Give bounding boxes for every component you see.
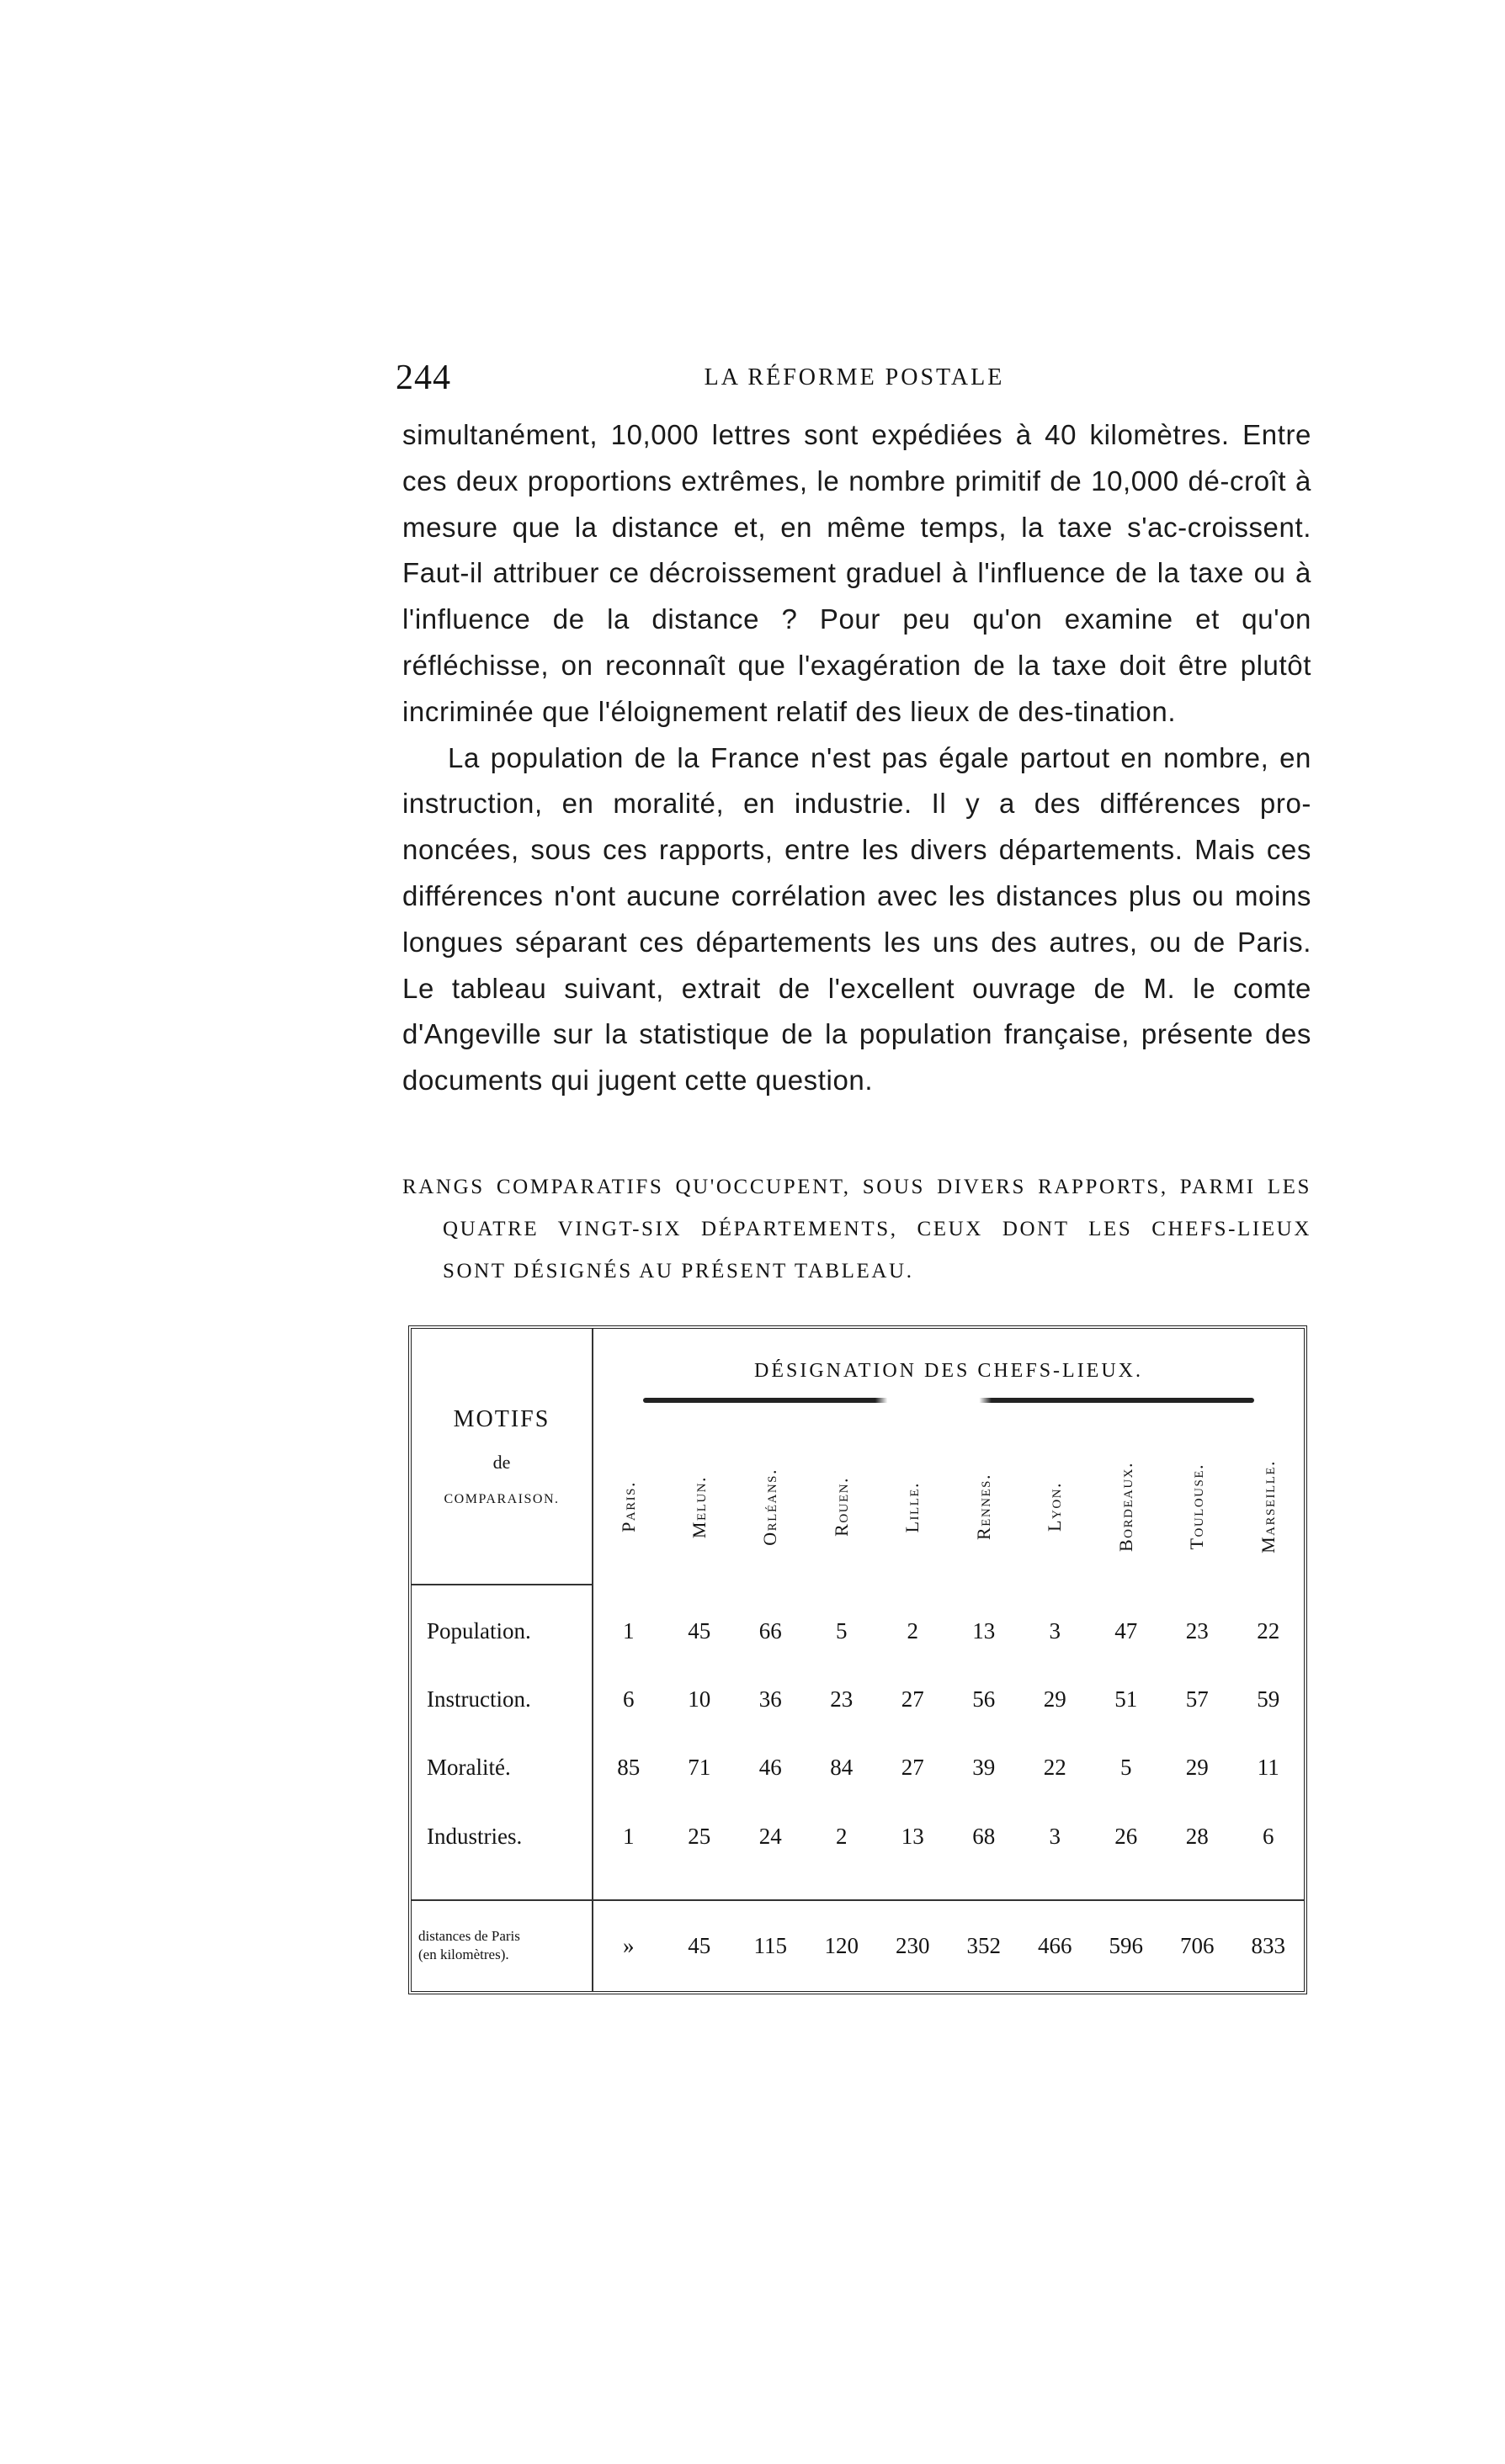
separator-label	[412, 1871, 593, 1900]
city-name: Marseille.	[1257, 1460, 1279, 1554]
spacer-cell	[664, 1585, 736, 1597]
row-label: Instruction.	[412, 1665, 593, 1734]
distance-cell: 706	[1180, 1932, 1215, 1958]
table-cell: 5	[836, 1618, 848, 1644]
table-cell: 5	[1120, 1755, 1132, 1781]
city-header-paris	[593, 1433, 664, 1585]
table-cell: 11	[1257, 1755, 1279, 1781]
group-header-rule	[643, 1398, 1254, 1403]
city-name: Toulouse.	[1186, 1463, 1208, 1550]
city-header-toulouse	[1162, 1433, 1233, 1585]
row-label: Moralité.	[412, 1734, 593, 1802]
group-header	[593, 1329, 1304, 1433]
distance-row	[412, 1900, 1304, 1991]
separator-cell	[1162, 1871, 1233, 1900]
separator-cell	[1091, 1871, 1162, 1900]
motif-header	[412, 1329, 593, 1585]
city-name: Lille.	[901, 1481, 923, 1532]
distance-cell: 596	[1109, 1932, 1143, 1958]
table-row	[412, 1734, 1304, 1802]
city-header-melun	[664, 1433, 736, 1585]
table-cell: 13	[972, 1618, 996, 1644]
city-name: Paris.	[617, 1481, 639, 1533]
spacer-cell	[877, 1585, 949, 1597]
ranks-table-grid	[412, 1329, 1304, 1991]
page-number: 244	[396, 358, 451, 397]
table-cell: 46	[758, 1755, 782, 1781]
table-cell: 6	[1263, 1823, 1274, 1849]
motif-title: MOTIFS	[453, 1405, 550, 1432]
separator-row	[412, 1871, 1304, 1900]
table-cell: 3	[1049, 1823, 1061, 1849]
city-name: Rouen.	[830, 1477, 852, 1537]
table-cell: 25	[688, 1823, 711, 1849]
table-cell: 2	[907, 1618, 918, 1644]
table-cell: 45	[688, 1618, 711, 1644]
distance-cell: 466	[1038, 1932, 1072, 1958]
table-cell: 22	[1043, 1755, 1066, 1781]
table-cell: 47	[1114, 1618, 1138, 1644]
spacer-cell	[1162, 1585, 1233, 1597]
table-cell: 10	[688, 1686, 711, 1713]
city-name: Orléans.	[759, 1468, 781, 1546]
table-cell: 13	[901, 1823, 924, 1849]
table-cell: 27	[901, 1755, 924, 1781]
table-cell: 51	[1114, 1686, 1138, 1713]
table-cell: 71	[688, 1755, 711, 1781]
distance-cell: 120	[824, 1932, 859, 1958]
city-name: Bordeaux.	[1114, 1462, 1136, 1553]
table-cell: 85	[617, 1755, 641, 1781]
table-cell: 1	[623, 1823, 635, 1849]
separator-cell	[1233, 1871, 1305, 1900]
city-header-orleans	[735, 1433, 806, 1585]
table-cell: 84	[830, 1755, 854, 1781]
spacer-label	[412, 1585, 593, 1597]
distance-cell: 115	[753, 1932, 787, 1958]
city-header-rouen	[806, 1433, 878, 1585]
separator-cell	[735, 1871, 806, 1900]
table-cell: 2	[836, 1823, 848, 1849]
city-name: Melun.	[688, 1475, 710, 1538]
city-name: Lyon.	[1044, 1482, 1066, 1532]
spacer-cell	[593, 1585, 664, 1597]
table-cell: 26	[1114, 1823, 1138, 1849]
table-cell: 66	[758, 1618, 782, 1644]
table-cell: 23	[1185, 1618, 1209, 1644]
city-header-rennes	[949, 1433, 1020, 1585]
distance-label-line1: distances de Paris	[418, 1928, 520, 1945]
table-row	[412, 1803, 1304, 1871]
table-cell: 22	[1257, 1618, 1280, 1644]
distance-cell: 833	[1251, 1932, 1286, 1958]
city-header-marseille	[1233, 1433, 1305, 1585]
city-header-bordeaux	[1091, 1433, 1162, 1585]
table-row	[412, 1597, 1304, 1665]
row-label: Population.	[412, 1597, 593, 1665]
city-header-lyon	[1019, 1433, 1091, 1585]
table-cell: 1	[623, 1618, 635, 1644]
motif-de: de	[492, 1451, 511, 1473]
spacer-cell	[949, 1585, 1020, 1597]
table-cell: 23	[830, 1686, 854, 1713]
separator-cell	[806, 1871, 878, 1900]
separator-cell	[593, 1871, 664, 1900]
distance-label-line2: (en kilomètres).	[418, 1946, 509, 1963]
spacer-cell	[1019, 1585, 1091, 1597]
paragraph-2: La population de la France n'est pas égale partout en nombre, en instruction, en moralité, en industrie. Il y a des différences pro-noncées, sous ces rapports, entre les divers départements. Mais ces différences n'ont aucune corrélation avec les distances plus ou moins longues séparant ces départements les uns des autres, ou de Paris. Le tableau suivant, extrait de l'excellent ouvrage de M. le comte d'Angeville sur la statistique de la population française, présente des documents qui jugent cette question.	[402, 741, 1311, 1097]
body-text	[402, 412, 1311, 1104]
distance-cell: 230	[896, 1932, 930, 1958]
group-header-label: DÉSIGNATION DES CHEFS-LIEUX.	[754, 1359, 1144, 1382]
table-cell: 28	[1185, 1823, 1209, 1849]
table-cell: 57	[1185, 1686, 1209, 1713]
separator-cell	[1019, 1871, 1091, 1900]
table-cell: 27	[901, 1686, 924, 1713]
spacer-cell	[806, 1585, 878, 1597]
row-label: Industries.	[412, 1803, 593, 1871]
distance-label	[412, 1900, 593, 1991]
table-cell: 39	[972, 1755, 996, 1781]
table-caption: RANGS COMPARATIFS QU'OCCUPENT, SOUS DIVERS RAPPORTS, PARMI LES QUATRE VINGT-SIX DÉPARTEMENTS, CEUX DONT LES CHEFS-LIEUX SONT DÉSIGNÉS AU PRÉSENT TABLEAU.	[402, 1176, 1311, 1282]
distance-cell: »	[623, 1932, 635, 1958]
table-row	[412, 1665, 1304, 1734]
spacer-cell	[1091, 1585, 1162, 1597]
distance-cell: 352	[966, 1932, 1001, 1958]
spacer-cell	[1233, 1585, 1305, 1597]
table-cell: 6	[623, 1686, 635, 1713]
paragraph-1: simultanément, 10,000 lettres sont expédiées à 40 kilomètres. Entre ces deux proportions extrêmes, le nombre primitif de 10,000 dé-croît à mesure que la distance et, en même temps, la taxe s'ac-croissent. Faut-il attribuer ce décroissement graduel à l'influence de la taxe ou à l'influence de la distance ? Pour peu qu'on examine et qu'on réfléchisse, on reconnaît que l'exagération de la taxe doit être plutôt incriminée que l'éloignement relatif des lieux de des-tination.	[402, 419, 1311, 727]
table-cell: 36	[758, 1686, 782, 1713]
table-cell: 29	[1043, 1686, 1066, 1713]
separator-cell	[877, 1871, 949, 1900]
table-cell: 59	[1257, 1686, 1280, 1713]
separator-cell	[949, 1871, 1020, 1900]
table-cell: 3	[1049, 1618, 1061, 1644]
distance-cell: 45	[688, 1932, 711, 1958]
table-cell: 68	[972, 1823, 996, 1849]
motif-comparaison: COMPARAISON.	[444, 1491, 560, 1506]
table-cell: 24	[758, 1823, 782, 1849]
table-cell: 29	[1185, 1755, 1209, 1781]
city-header-lille	[877, 1433, 949, 1585]
spacer-cell	[735, 1585, 806, 1597]
ranks-table	[408, 1325, 1307, 1994]
running-title: LA RÉFORME POSTALE	[704, 364, 1005, 390]
table-cell: 56	[972, 1686, 996, 1713]
page-header	[396, 358, 1313, 408]
city-name: Rennes.	[972, 1474, 994, 1541]
separator-cell	[664, 1871, 736, 1900]
